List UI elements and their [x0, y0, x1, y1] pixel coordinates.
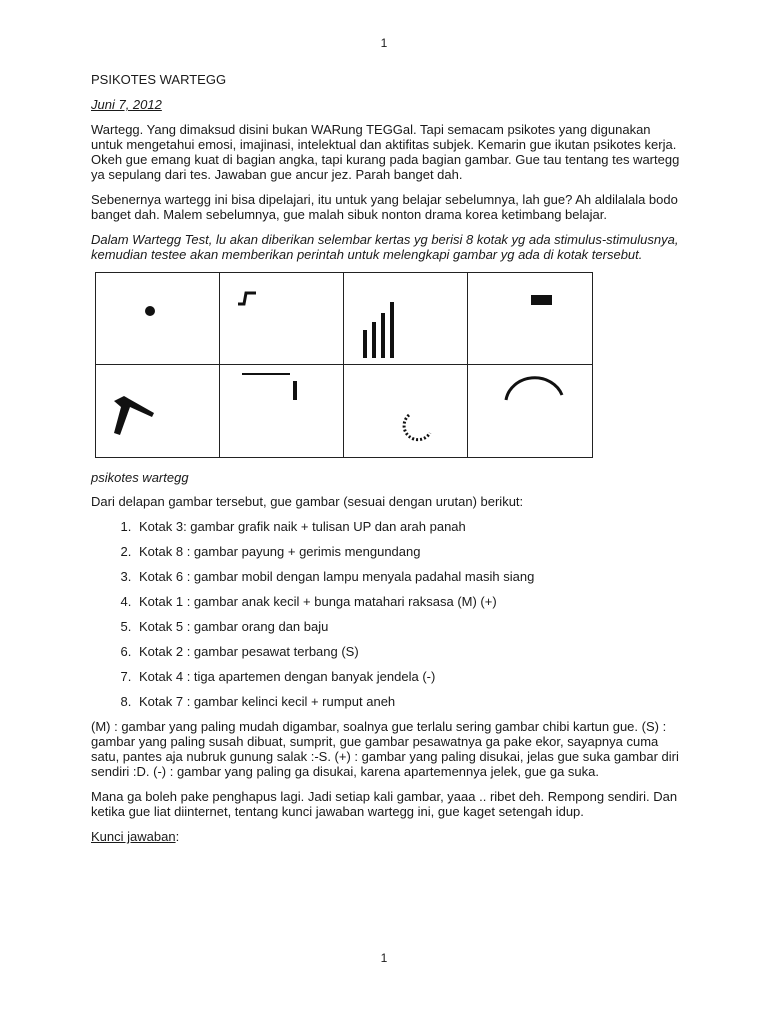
wartegg-box-7 [344, 365, 468, 457]
wartegg-box-6 [220, 365, 344, 457]
paragraph-study: Sebenernya wartegg ini bisa dipelajari, itu untuk yang belajar sebelumnya, lah gue? Ah aldilalala bodo banget dah. Malem sebelumnya, gue malah sibuk nonton drama korea ketimbang belajar. [91, 192, 678, 222]
wartegg-box-1 [96, 273, 220, 365]
paragraph-intro: Wartegg. Yang dimaksud disini bukan WARung TEGGal. Tapi semacam psikotes yang digunakan untuk mengetahui emosi, imajinasi, intelektual dan aktifitas subjek. Kemarin gue ikutan psikotes kerja. Okeh gue emang kuat di bagian angka, tapi kurang pada bagian gambar. Gue tau tentang tes wartegg ya sepulang dari tes. Jawaban gue ancur jez. Parah banget dah. [91, 122, 680, 182]
list-item: 7. Kotak 4 : tiga apartemen dengan banyak jendela (-) [135, 669, 681, 684]
wave-stimulus-icon [220, 273, 344, 365]
answer-key-colon: : [175, 829, 180, 844]
answer-list [91, 519, 681, 709]
figure-caption: psikotes wartegg [91, 470, 189, 485]
wartegg-box-3 [344, 273, 468, 365]
list-item: 6. Kotak 2 : gambar pesawat terbang (S) [135, 644, 681, 659]
dot-stimulus-icon [96, 273, 220, 365]
diagonal-lines-icon [96, 365, 220, 457]
page-number-bottom: 1 [380, 951, 388, 965]
post-date: Juni 7, 2012 [91, 97, 162, 112]
paragraph-legend: (M) : gambar yang paling mudah digambar, soalnya gue terlalu sering gambar chibi kartun gue. (S) : gambar yang paling susah dibuat, sumprit, gue gambar pesawatnya ga pake ekor, sayapnya cuma satu, pantes aja nubruk gunung salak :-S. (+) : gambar yang paling disukai, jelas gue suka gambar diri sendiri :D. (-) : gambar yang paling ga disukai, karena apartemennya jelek, gue ga suka. [91, 719, 679, 779]
wartegg-box-4 [468, 273, 592, 365]
dotted-arc-icon [344, 365, 468, 457]
answer-key-link[interactable]: Kunci jawaban [91, 829, 176, 844]
ascending-bars-icon [344, 273, 468, 365]
document-body [91, 72, 681, 854]
list-item: 5. Kotak 5 : gambar orang dan baju [135, 619, 681, 634]
curved-arc-icon [468, 365, 592, 457]
page-number-top: 1 [380, 36, 388, 50]
paragraph-test-description: Dalam Wartegg Test, lu akan diberikan selembar kertas yg berisi 8 kotak yg ada stimulus-stimulusnya, kemudian testee akan memberikan perintah untuk melengkapi gambar yg ada di kotak tersebut. [91, 232, 679, 262]
wartegg-box-8 [468, 365, 592, 457]
list-item: 1. Kotak 3: gambar grafik naik + tulisan UP dan arah panah [135, 519, 681, 534]
list-intro: Dari delapan gambar tersebut, gue gambar (sesuai dengan urutan) berikut: [91, 494, 524, 509]
list-item: 4. Kotak 1 : gambar anak kecil + bunga matahari raksasa (M) (+) [135, 594, 681, 609]
black-square-icon [468, 273, 592, 365]
list-item: 3. Kotak 6 : gambar mobil dengan lampu menyala padahal masih siang [135, 569, 681, 584]
wartegg-grid [95, 272, 593, 458]
wartegg-box-2 [220, 273, 344, 365]
corner-lines-icon [220, 365, 344, 457]
wartegg-box-5 [96, 365, 220, 457]
paragraph-closing: Mana ga boleh pake penghapus lagi. Jadi setiap kali gambar, yaaa .. ribet deh. Rempong sendiri. Dan ketika gue liat diinternet, tentang kunci jawaban wartegg ini, gue kaget setengah idup. [91, 789, 678, 819]
document-title: PSIKOTES WARTEGG [91, 72, 227, 87]
answer-key-heading [91, 829, 681, 844]
list-item: 8. Kotak 7 : gambar kelinci kecil + rumput aneh [135, 694, 681, 709]
list-item: 2. Kotak 8 : gambar payung + gerimis mengundang [135, 544, 681, 559]
